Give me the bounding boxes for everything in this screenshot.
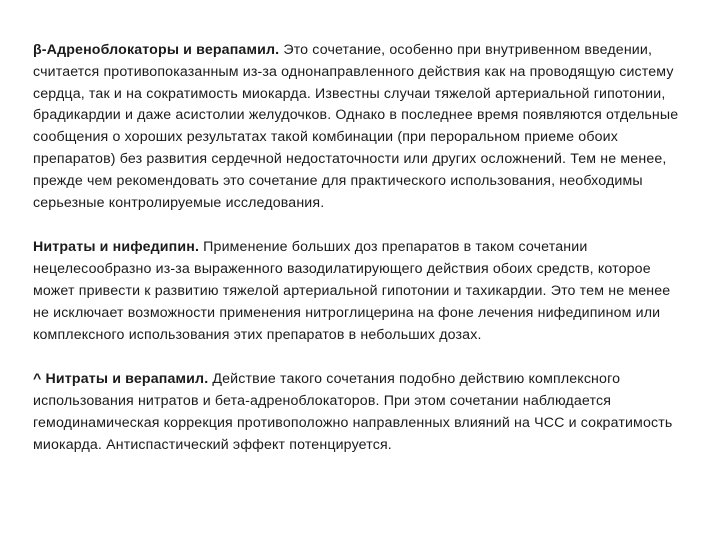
paragraph-nitrates-nifedipine [33,237,690,346]
paragraph-beta-blockers-verapamil [33,40,690,214]
paragraph-heading: Нитраты и нифедипин. [33,239,200,256]
paragraph-nitrates-verapamil [33,369,690,456]
paragraph-heading: β-Адреноблокаторы и верапамил. [33,42,280,58]
paragraph-body: Применение больших доз препаратов в таком сочетании нецелесообразно из-за выраженного вазодилатирующего действия обоих средств, которое может привести к развитию тяжелой артериальной гипотонии и тахикардии. Это тем не менее не исключает возможности применения нитроглицерина на фоне лечения нифедипином или комплексного использования этих препаратов в небольших дозах. [33,239,671,343]
paragraph-body: Действие такого сочетания подобно действию комплексного использования нитратов и бета-адреноблокаторов. При этом сочетании наблюдается гемодинамическая коррекция противоположно направленных влияний на ЧСС и сократимость миокарда. Антиспастический эффект потенцируется. [33,371,673,453]
paragraph-heading: ^ Нитраты и верапамил. [33,371,209,388]
paragraph-body: Это сочетание, особенно при внутривенном введении, считается противопоказанным из-за однонаправленного действия как на проводящую систему сердца, так и на сократимость миокарда. Известны случаи тяжелой артериальной гипотонии, брадикардии и даже асистолии желудочков. Однако в последнее время появляются отдельные сообщения о хороших результатах такой комбинации (при пероральном приеме обоих препаратов) без развития сердечной недостаточности или других осложнений. Тем не менее, прежде чем рекомендовать это сочетание для практического использования, необходимы серьезные контролируемые исследования. [33,42,679,211]
